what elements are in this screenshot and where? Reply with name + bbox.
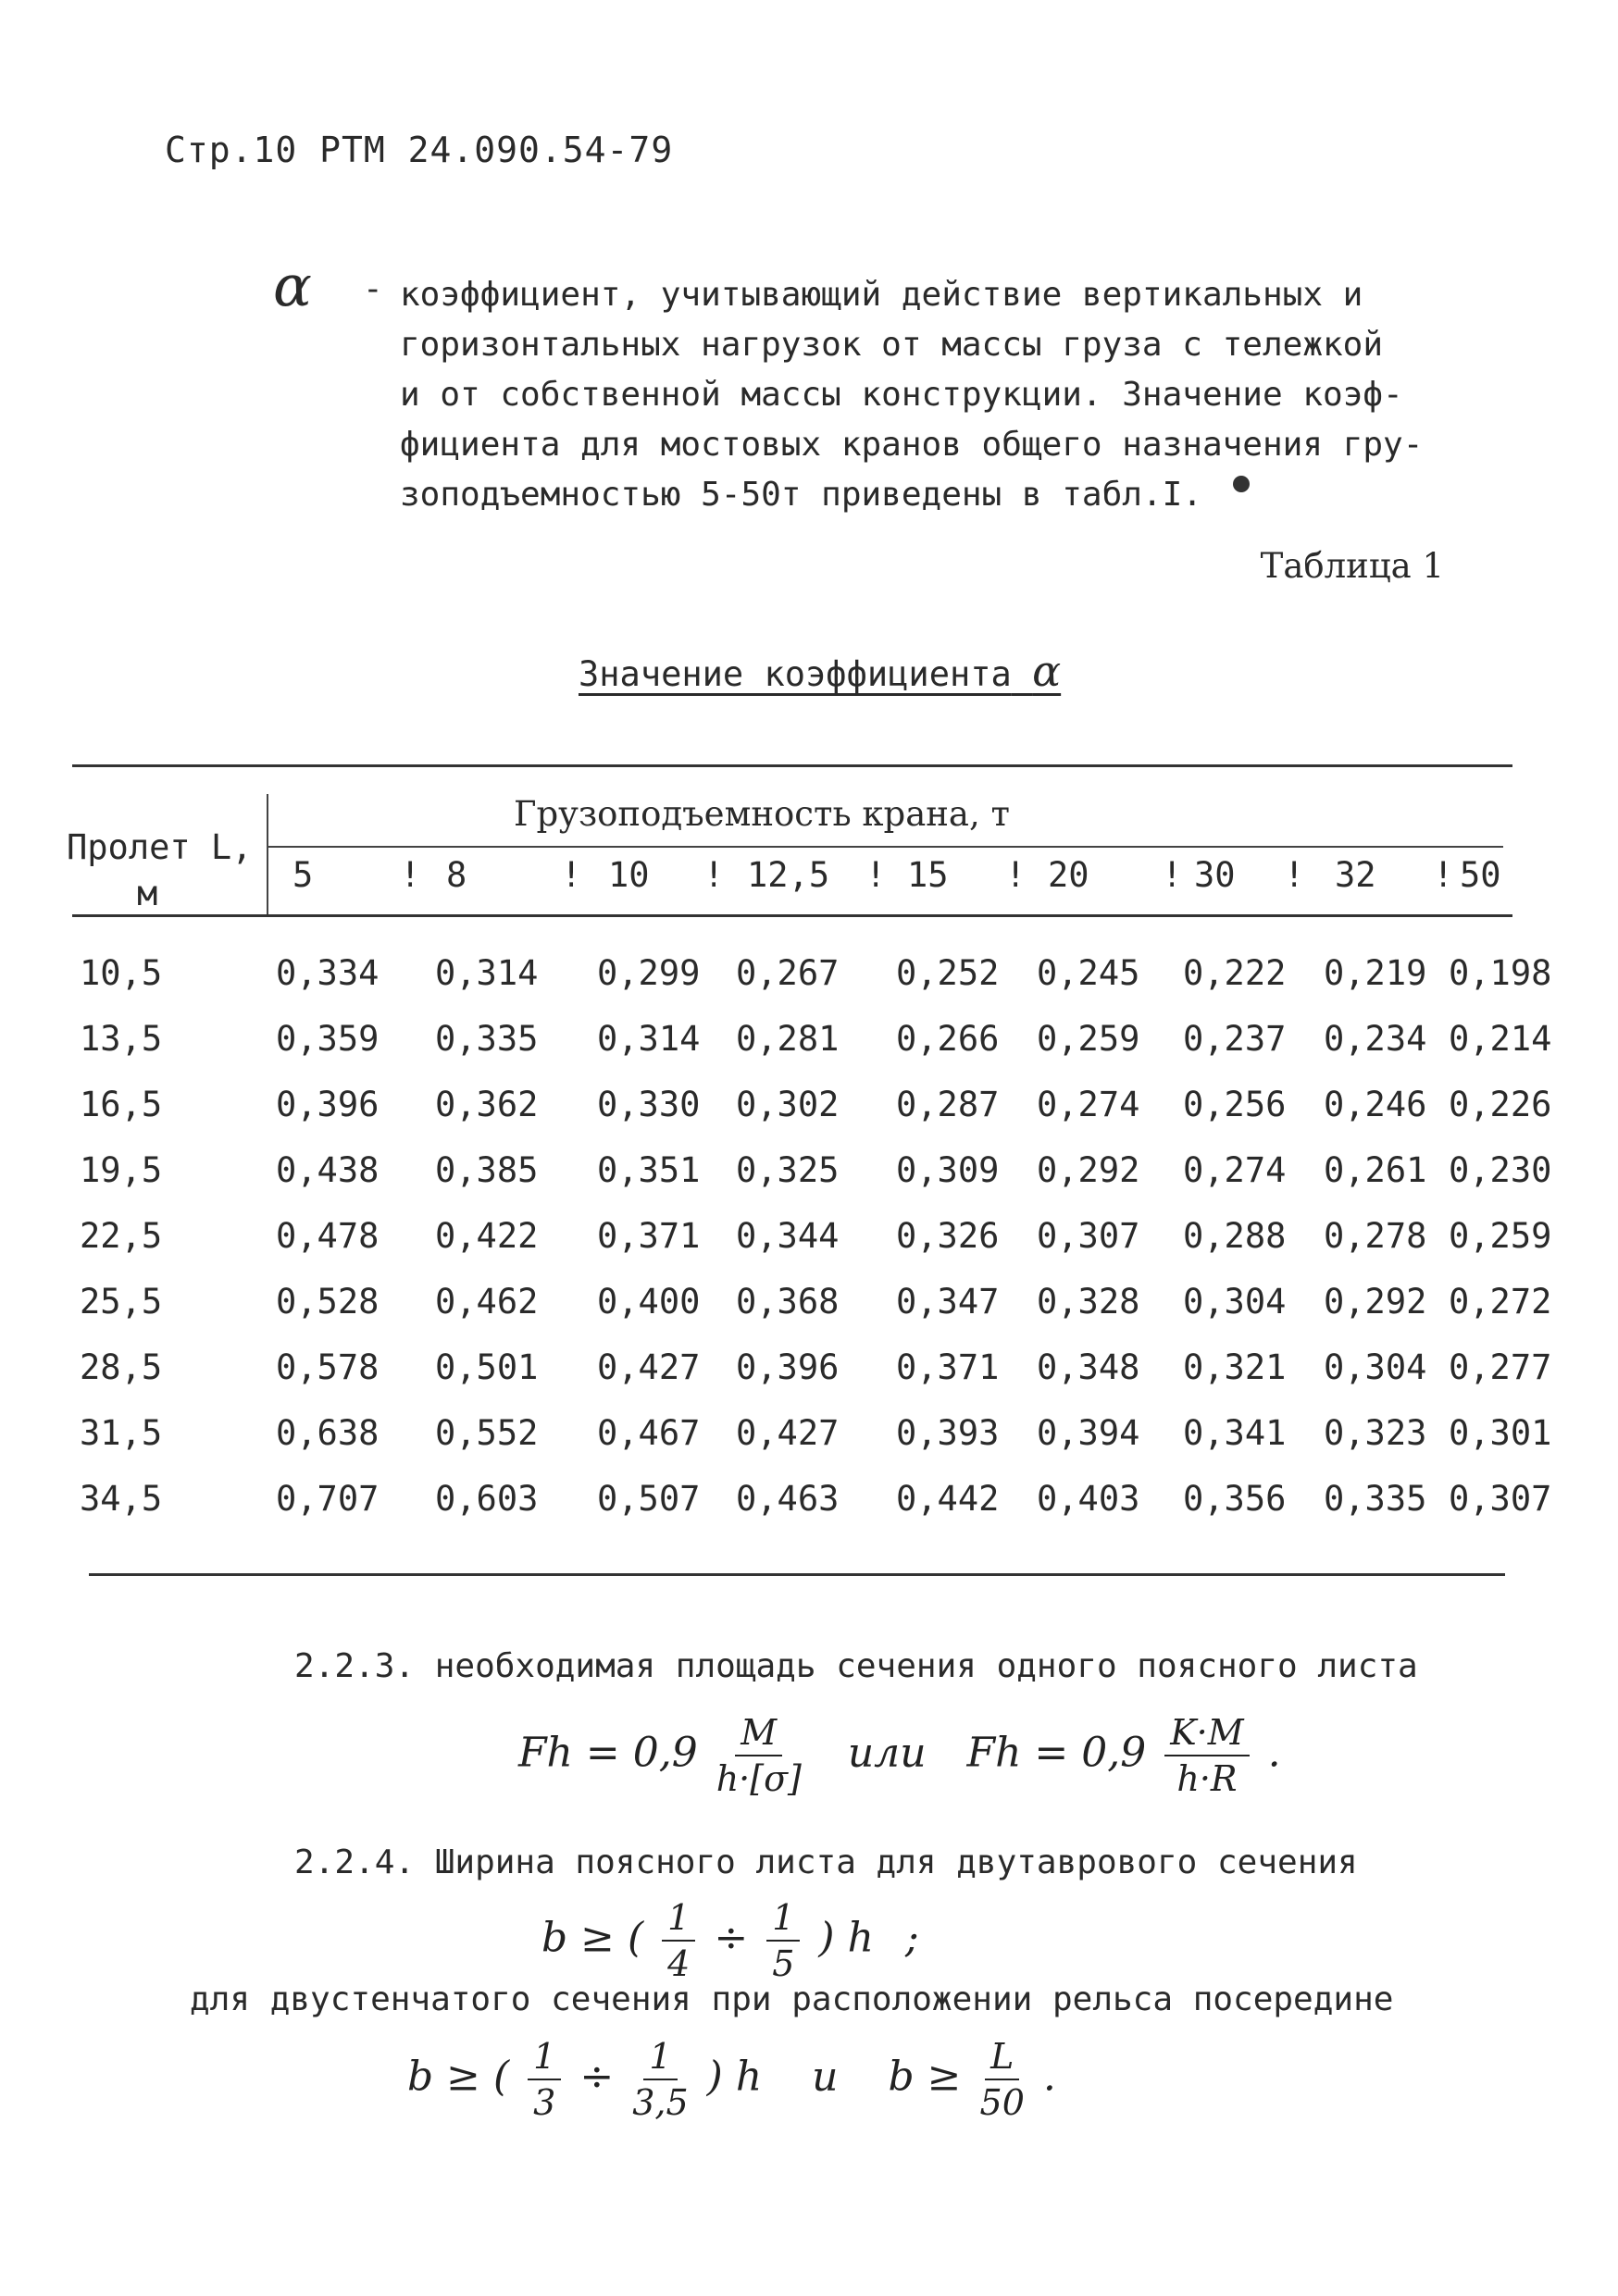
formula-lhs: b ≥ (: [541, 1914, 644, 1962]
value-cell: 0,230: [1449, 1150, 1552, 1190]
value-cell: 0,396: [736, 1347, 840, 1387]
fraction: [766, 1897, 800, 1984]
formula-div: ÷: [579, 2053, 615, 2101]
table-title: [579, 646, 1061, 696]
formula-rhs: ) h: [706, 2053, 763, 2101]
value-cell: 0,222: [1183, 953, 1287, 993]
value-cell: 0,272: [1449, 1282, 1552, 1322]
value-cell: 0,256: [1183, 1085, 1287, 1124]
value-cell: 0,259: [1449, 1216, 1552, 1256]
value-cell: 0,356: [1183, 1479, 1287, 1519]
row-header-label: Пролет L,: [67, 827, 253, 867]
span-cell: 19,5: [80, 1150, 163, 1190]
value-cell: 0,237: [1183, 1019, 1287, 1059]
value-cell: 0,578: [276, 1347, 380, 1387]
value-cell: 0,226: [1449, 1085, 1552, 1124]
span-cell: 16,5: [80, 1085, 163, 1124]
value-cell: 0,442: [896, 1479, 1000, 1519]
value-cell: 0,299: [597, 953, 701, 993]
denominator: h·R: [1176, 1758, 1238, 1799]
fraction: [528, 2036, 561, 2123]
column-header: 50: [1460, 855, 1501, 895]
fraction: [716, 1712, 802, 1799]
value-cell: 0,266: [896, 1019, 1000, 1059]
denominator: h·[σ]: [716, 1758, 802, 1799]
value-cell: 0,467: [597, 1413, 701, 1453]
numerator: K·M: [1164, 1712, 1249, 1756]
value-cell: 0,371: [896, 1347, 1000, 1387]
row-header-divider: [267, 794, 268, 914]
formula-b-i-section: [541, 1897, 919, 1984]
table-header-bottom-rule: [72, 914, 1512, 917]
value-cell: 0,362: [435, 1085, 539, 1124]
column-separator: !: [1284, 855, 1305, 895]
value-cell: 0,344: [736, 1216, 840, 1256]
fraction: [632, 2036, 688, 2123]
fraction: [1164, 1712, 1249, 1799]
value-cell: 0,234: [1324, 1019, 1427, 1059]
value-cell: 0,326: [896, 1216, 1000, 1256]
value-cell: 0,368: [736, 1282, 840, 1322]
value-cell: 0,341: [1183, 1413, 1287, 1453]
value-cell: 0,323: [1324, 1413, 1427, 1453]
column-header: 8: [446, 855, 467, 895]
value-cell: 0,288: [1183, 1216, 1287, 1256]
value-cell: 0,351: [597, 1150, 701, 1190]
denominator: 3,5: [632, 2082, 689, 2123]
numerator: M: [735, 1712, 782, 1756]
value-cell: 0,385: [435, 1150, 539, 1190]
table-label: Таблица 1: [1260, 546, 1444, 586]
value-cell: 0,422: [435, 1216, 539, 1256]
paragraph-line: коэффициент, учитывающий действие вертикальных и: [400, 276, 1363, 314]
column-separator: !: [1433, 855, 1454, 895]
denominator: 4: [667, 1943, 691, 1984]
value-cell: 0,292: [1324, 1282, 1427, 1322]
column-separator: !: [400, 855, 421, 895]
formula-b-two-wall: [407, 2036, 1056, 2123]
value-cell: 0,259: [1037, 1019, 1140, 1059]
fraction: [980, 2036, 1025, 2123]
value-cell: 0,330: [597, 1085, 701, 1124]
formula-rhs: ) h: [818, 1914, 874, 1962]
formula-end: ;: [904, 1914, 919, 1962]
value-cell: 0,507: [597, 1479, 701, 1519]
value-cell: 0,214: [1449, 1019, 1552, 1059]
value-cell: 0,261: [1324, 1150, 1427, 1190]
formula-lhs: b ≥ (: [407, 2053, 510, 2101]
denominator: 5: [772, 1943, 795, 1984]
value-cell: 0,334: [276, 953, 380, 993]
two-wall-section-text: для двустенчатого сечения при расположении рельса посередине: [190, 1980, 1394, 2018]
column-header: 10: [608, 855, 650, 895]
denominator: 3: [533, 2082, 556, 2123]
value-cell: 0,335: [1324, 1479, 1427, 1519]
value-cell: 0,394: [1037, 1413, 1140, 1453]
ink-mark: [1233, 476, 1250, 492]
value-cell: 0,427: [597, 1347, 701, 1387]
formula-end: .: [1042, 2053, 1056, 2101]
value-cell: 0,348: [1037, 1347, 1140, 1387]
value-cell: 0,277: [1449, 1347, 1552, 1387]
value-cell: 0,501: [435, 1347, 539, 1387]
paragraph-line: и от собственной массы конструкции. Значение коэф-: [400, 376, 1403, 414]
value-cell: 0,281: [736, 1019, 840, 1059]
value-cell: 0,301: [1449, 1413, 1552, 1453]
value-cell: 0,252: [896, 953, 1000, 993]
value-cell: 0,274: [1183, 1150, 1287, 1190]
column-separator: !: [1005, 855, 1027, 895]
value-cell: 0,246: [1324, 1085, 1427, 1124]
value-cell: 0,314: [435, 953, 539, 993]
value-cell: 0,267: [736, 953, 840, 993]
value-cell: 0,219: [1324, 953, 1427, 993]
column-separator: !: [865, 855, 887, 895]
row-header-unit: м: [137, 874, 158, 913]
alpha-symbol: α: [273, 252, 312, 319]
numerator: 1: [766, 1897, 800, 1942]
value-cell: 0,292: [1037, 1150, 1140, 1190]
value-cell: 0,304: [1183, 1282, 1287, 1322]
value-cell: 0,302: [736, 1085, 840, 1124]
paragraph-line: фициента для мостовых кранов общего назначения гру-: [400, 426, 1424, 464]
formula-div: ÷: [714, 1914, 749, 1962]
value-cell: 0,347: [896, 1282, 1000, 1322]
value-cell: 0,321: [1183, 1347, 1287, 1387]
formula-fh: [518, 1712, 1281, 1799]
table-title-text: Значение коэффициента: [579, 654, 1012, 694]
group-header: Грузоподъемность крана, т: [514, 794, 1010, 834]
value-cell: 0,603: [435, 1479, 539, 1519]
span-cell: 34,5: [80, 1479, 163, 1519]
column-separator: !: [561, 855, 582, 895]
formula-and: и: [812, 2053, 839, 2101]
value-cell: 0,198: [1449, 953, 1552, 993]
page-header: Стр.10 РТМ 24.090.54-79: [165, 130, 674, 170]
value-cell: 0,638: [276, 1413, 380, 1453]
formula-lhs2: b ≥: [888, 2053, 962, 2101]
value-cell: 0,427: [736, 1413, 840, 1453]
value-cell: 0,274: [1037, 1085, 1140, 1124]
numerator: L: [985, 2036, 1019, 2080]
column-header: 12,5: [747, 855, 830, 895]
span-cell: 10,5: [80, 953, 163, 993]
value-cell: 0,396: [276, 1085, 380, 1124]
value-cell: 0,463: [736, 1479, 840, 1519]
column-separator: !: [1162, 855, 1183, 895]
column-header: 30: [1194, 855, 1236, 895]
numerator: 1: [528, 2036, 561, 2080]
formula-or: или: [847, 1729, 927, 1777]
column-header: 15: [907, 855, 949, 895]
value-cell: 0,325: [736, 1150, 840, 1190]
table-header-rule: [268, 846, 1503, 848]
value-cell: 0,304: [1324, 1347, 1427, 1387]
value-cell: 0,307: [1037, 1216, 1140, 1256]
span-cell: 13,5: [80, 1019, 163, 1059]
formula-fh-lhs2: Fh = 0,9: [966, 1729, 1147, 1777]
section-2-2-3: 2.2.3. необходимая площадь сечения одного поясного листа: [294, 1647, 1418, 1685]
column-header: 20: [1048, 855, 1089, 895]
span-cell: 25,5: [80, 1282, 163, 1322]
value-cell: 0,309: [896, 1150, 1000, 1190]
value-cell: 0,278: [1324, 1216, 1427, 1256]
value-cell: 0,359: [276, 1019, 380, 1059]
value-cell: 0,400: [597, 1282, 701, 1322]
value-cell: 0,478: [276, 1216, 380, 1256]
formula-fh-lhs: Fh = 0,9: [518, 1729, 698, 1777]
value-cell: 0,393: [896, 1413, 1000, 1453]
value-cell: 0,403: [1037, 1479, 1140, 1519]
value-cell: 0,314: [597, 1019, 701, 1059]
paragraph-line: зоподъемностью 5-50т приведены в табл.I.: [400, 476, 1202, 514]
span-cell: 22,5: [80, 1216, 163, 1256]
value-cell: 0,245: [1037, 953, 1140, 993]
span-cell: 31,5: [80, 1413, 163, 1453]
value-cell: 0,528: [276, 1282, 380, 1322]
value-cell: 0,287: [896, 1085, 1000, 1124]
numerator: 1: [662, 1897, 695, 1942]
column-separator: !: [703, 855, 725, 895]
denominator: 50: [979, 2082, 1025, 2123]
value-cell: 0,438: [276, 1150, 380, 1190]
span-cell: 28,5: [80, 1347, 163, 1387]
value-cell: 0,371: [597, 1216, 701, 1256]
formula-end: .: [1267, 1729, 1281, 1777]
value-cell: 0,707: [276, 1479, 380, 1519]
value-cell: 0,552: [435, 1413, 539, 1453]
value-cell: 0,335: [435, 1019, 539, 1059]
numerator: 1: [643, 2036, 677, 2080]
table-top-rule: [72, 764, 1512, 767]
column-header: 5: [292, 855, 314, 895]
section-2-2-4: 2.2.4. Ширина поясного листа для двутаврового сечения: [294, 1843, 1358, 1881]
value-cell: 0,307: [1449, 1479, 1552, 1519]
value-cell: 0,462: [435, 1282, 539, 1322]
table-title-alpha: α: [1032, 646, 1062, 696]
fraction: [662, 1897, 695, 1984]
definition-paragraph: [400, 270, 1446, 520]
table-bottom-rule: [89, 1573, 1505, 1576]
definition-dash: -: [363, 270, 383, 308]
paragraph-line: горизонтальных нагрузок от массы груза с тележкой: [400, 326, 1384, 364]
value-cell: 0,328: [1037, 1282, 1140, 1322]
column-header: 32: [1335, 855, 1376, 895]
